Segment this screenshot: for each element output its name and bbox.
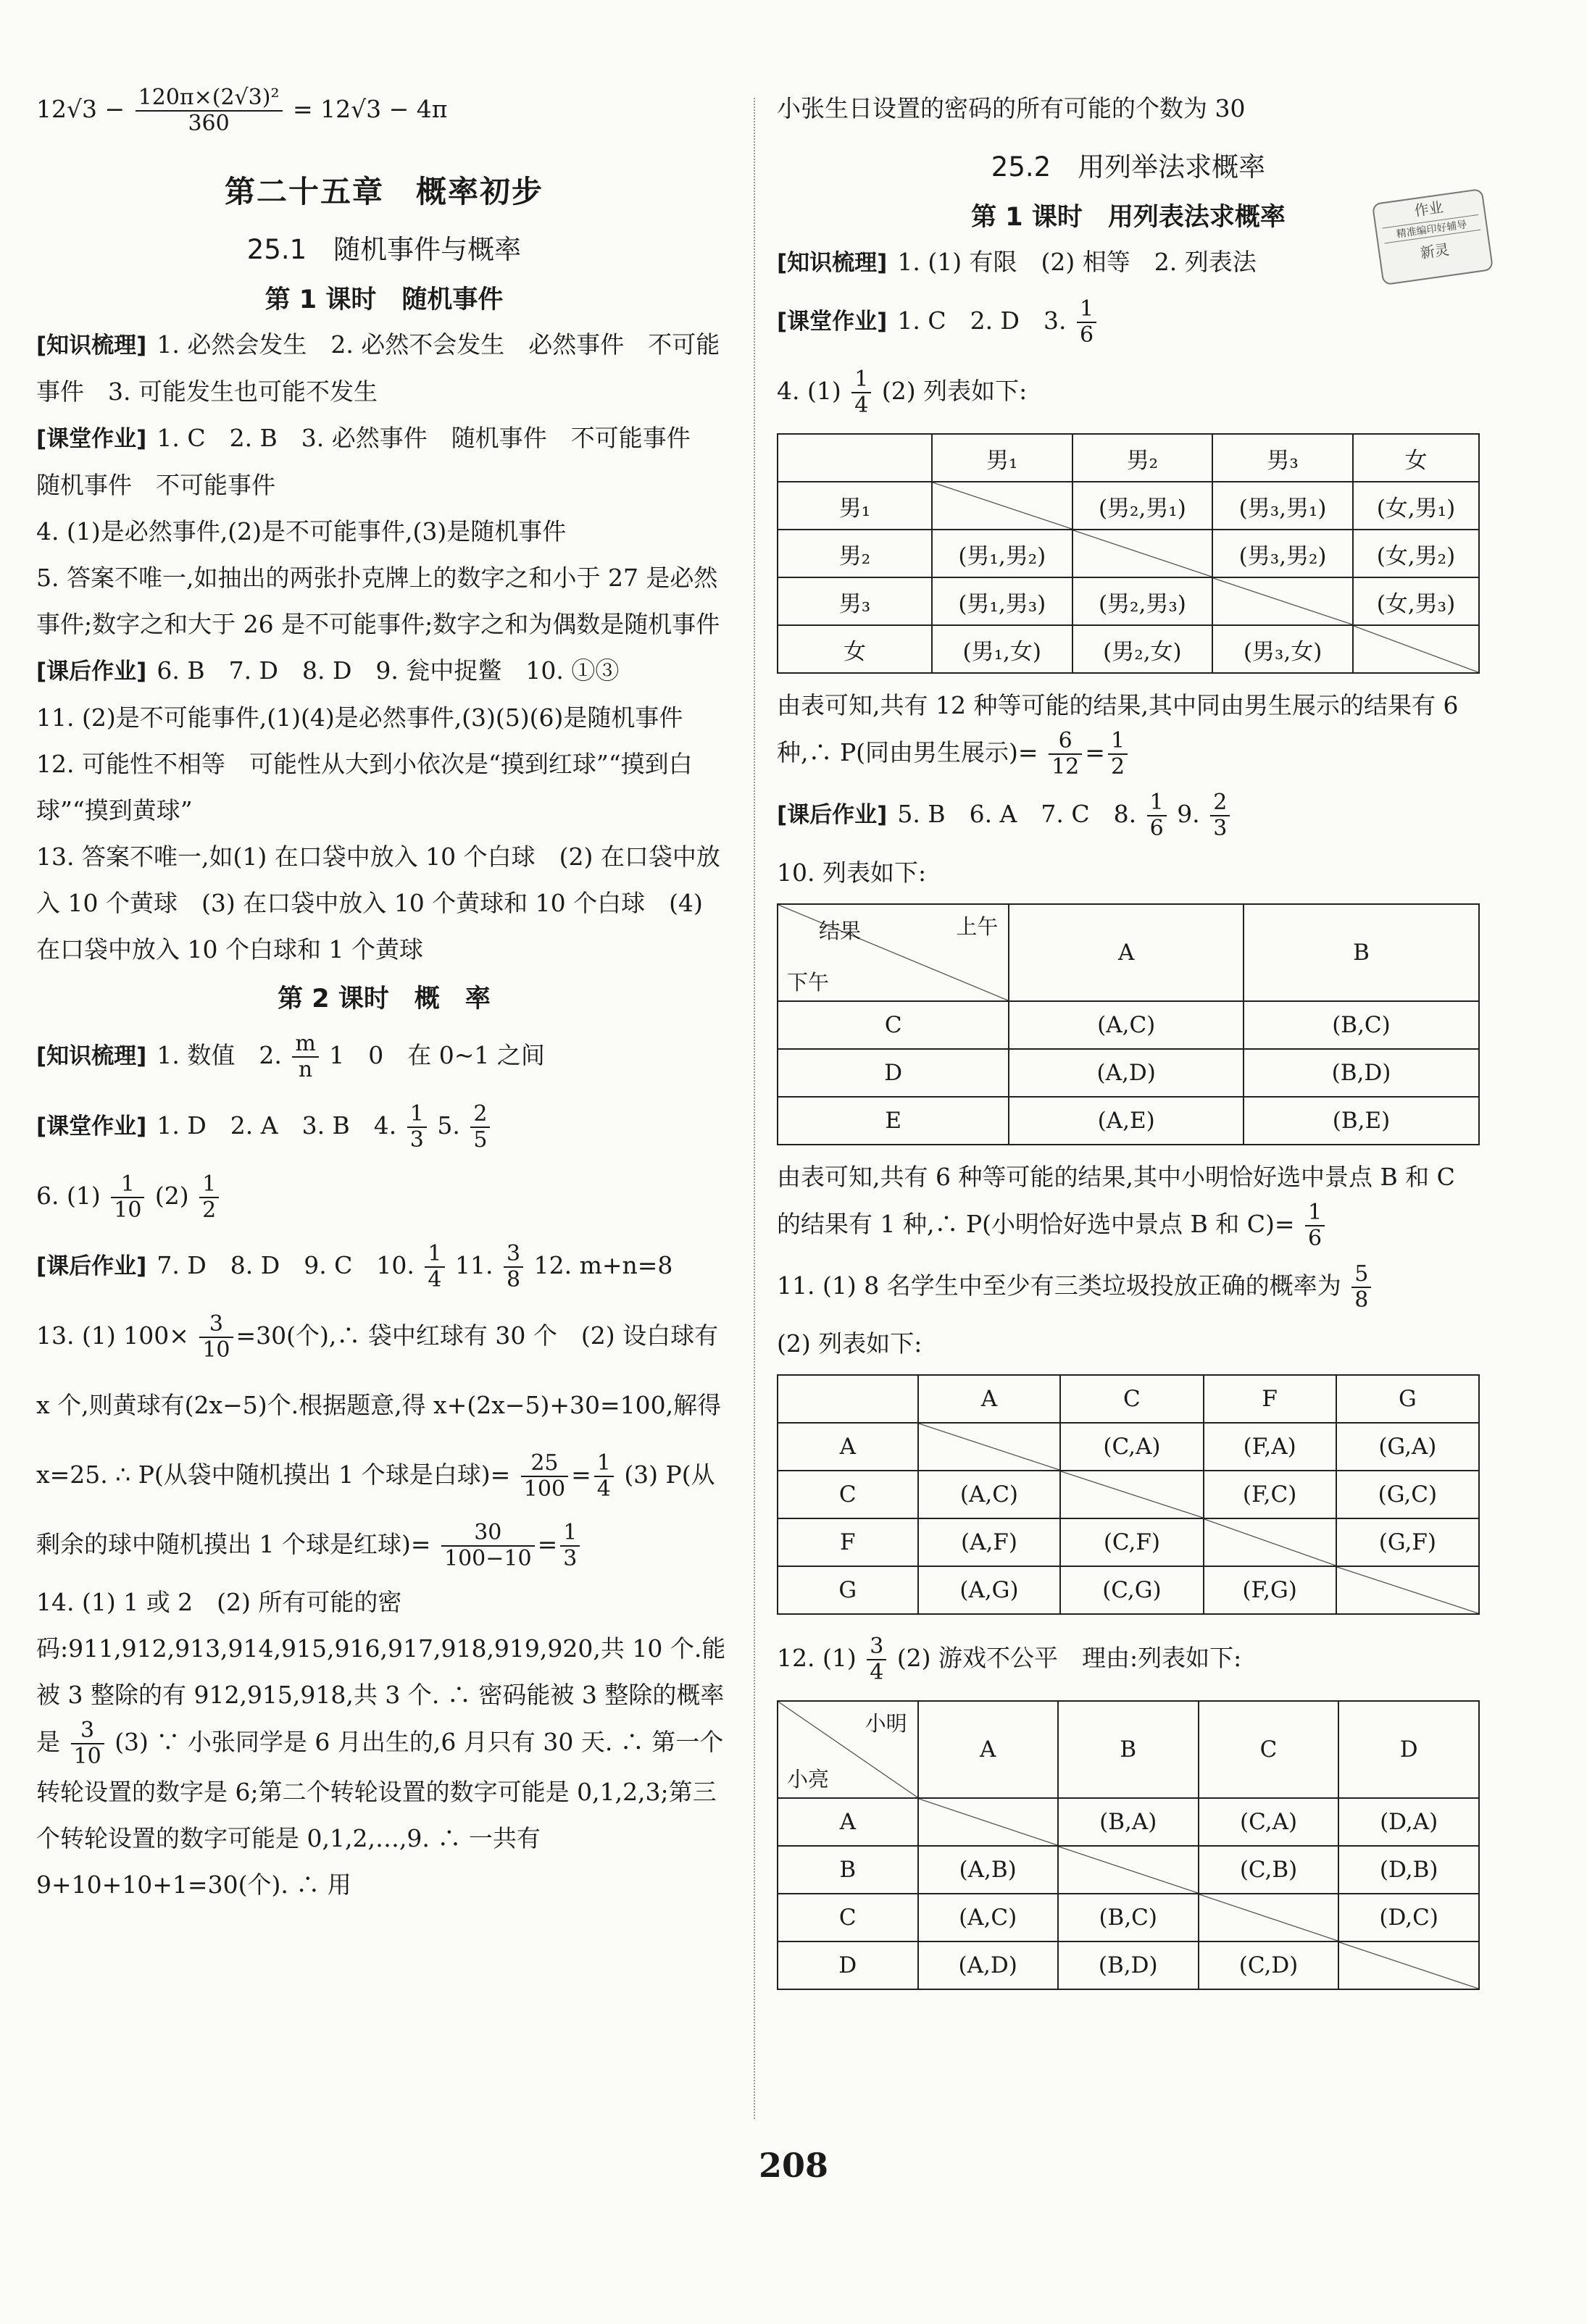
table-row: C (A,C) (B,C) (778, 1001, 1479, 1049)
right-column (777, 85, 1480, 1999)
tag-knowledge: [知识梳理] (36, 333, 147, 359)
knowledge-block: [知识梳理] 1. 必然会发生 2. 必然不会发生 必然事件 不可能事件 3. 可能发生也可能不发生 (36, 330, 720, 406)
classwork-block: [课堂作业] 1. C 2. D 3. $\frac{1}{6}$ (777, 286, 1480, 356)
table-row: 男₂ (男₁,男₂) (男₃,男₂) (女,男₂) (778, 530, 1479, 577)
answer-11: 11. (1) 8 名学生中至少有三类垃圾投放正确的概率为 $\frac{5}{8}$ (777, 1251, 1480, 1321)
fraction: $\frac{3}{10}$ (71, 1718, 104, 1769)
tag-classwork: [课堂作业] (36, 426, 147, 452)
table-row: 女 (男₁,女) (男₂,女) (男₃,女) (778, 625, 1479, 673)
answer-4: 4. (1)是必然事件,(2)是不可能事件,(3)是随机事件 (36, 517, 567, 546)
fraction: $\frac{1}{3}$ (407, 1102, 427, 1153)
table-row: F (A,F) (C,F) (G,F) (778, 1518, 1479, 1566)
answer-13: 13. 答案不唯一,如(1) 在口袋中放入 10 个白球 (2) 在口袋中放入 10 个黄球 (3) 在口袋中放入 10 个黄球和 10 个白球 (4) 在口袋中放入 10 个白球和 1 个黄球 (36, 843, 720, 964)
answer-4: 4. (1) $\frac{1}{4}$ (2) 列表如下: (777, 367, 1028, 418)
knowledge-block: [知识梳理] 1. (1) 有限 (2) 相等 2. 列表法 (777, 248, 1257, 276)
fraction: $\frac{25}{100}$ (521, 1451, 568, 1502)
fraction: $\frac{5}{8}$ (1351, 1262, 1371, 1313)
table-row: C (A,C) (F,C) (G,C) (778, 1471, 1479, 1518)
table-row: C (A,C) (B,C) (D,C) (778, 1894, 1479, 1941)
table-row: D (A,D) (B,D) (C,D) (778, 1941, 1479, 1989)
fraction: $\frac{3}{10}$ (199, 1312, 233, 1363)
fraction: $\frac{30}{100-10}$ (441, 1521, 535, 1571)
section-title: 25.2 用列举法求概率 (991, 151, 1266, 183)
table-row: E (A,E) (B,E) (778, 1097, 1479, 1145)
table-row: G (A,G) (C,G) (F,G) (778, 1566, 1479, 1614)
homework-block: [课后作业] 6. B 7. D 8. D 9. 瓮中捉鳖 10. ①③ (36, 656, 620, 685)
left-column (36, 85, 732, 1908)
knowledge-block: [知识梳理] 1. 数值 2. $\frac{m}{n}$ 1 0 在 0~1 之间 (36, 1031, 545, 1082)
lesson-title: 第 1 课时 随机事件 (264, 285, 504, 314)
answer-11: 11. (2)是不可能事件,(1)(4)是必然事件,(3)(5)(6)是随机事件 (36, 703, 683, 732)
fraction: $\frac{3}{8}$ (504, 1242, 523, 1292)
fraction: $\frac{\text{120π×(2√3)²}}{360}$ (136, 85, 283, 136)
fraction: $\frac{1}{6}$ (1077, 297, 1096, 348)
fraction: $\frac{1}{3}$ (560, 1521, 580, 1571)
table-row: 小明 小亮 A B C D (778, 1701, 1479, 1798)
table-gender (777, 433, 1480, 674)
answer-5: 5. 答案不唯一,如抽出的两张扑克牌上的数字之和小于 27 是必然事件;数字之和大于 26 是不可能事件;数字之和为偶数是随机事件 (36, 564, 720, 638)
fraction: $\frac{3}{4}$ (867, 1634, 886, 1685)
tag-homework: [课后作业] (36, 659, 147, 685)
chapter-title: 第二十五章 概率初步 (224, 174, 543, 209)
answer-6: 6. (1) $\frac{1}{10}$ (2) $\frac{1}{2}$ (36, 1161, 732, 1231)
table-row: 男₁ (男₂,男₁) (男₃,男₁) (女,男₁) (778, 482, 1479, 530)
table-scenic (777, 903, 1480, 1145)
table-row: 上午 结果 下午 A B (778, 904, 1479, 1001)
fraction: $\frac{1}{4}$ (594, 1451, 614, 1502)
answer-14: 14. (1) 1 或 2 (2) 所有可能的密码:911,912,913,914,915,916,917,918,919,920,共 10 个.能被 3 整除的有 912,915,918,共 3 个. ∴ 密码能被 3 整除的概率是 $\frac{3}{10}$ (3) ∵ 小张同学是 6 月出生的,6 月只有 30 天. ∴ 第一个转轮设置的数字是 6;第二个转轮设置的数字可能是 0,1,2,3;第三个转轮设置的数字可能是 0,1,2,…,9. ∴ 一共有 9+10+10+1=30(个). ∴ 用 (36, 1588, 726, 1899)
table-game (777, 1700, 1480, 1990)
answer-11-part2: (2) 列表如下: (777, 1329, 922, 1358)
homework-block: [课后作业] 5. B 6. A 7. C 8. $\frac{1}{6}$ 9. $\frac{2}{3}$ (777, 779, 1480, 850)
lesson-title: 第 2 课时 概 率 (278, 985, 491, 1013)
fraction: $\frac{1}{2}$ (1108, 729, 1128, 779)
fraction: $\frac{1}{4}$ (851, 367, 871, 418)
fraction: $\frac{2}{5}$ (470, 1102, 490, 1153)
table-row: B (A,B) (C,B) (D,B) (778, 1846, 1479, 1894)
answer-10: 10. 列表如下: (777, 858, 927, 887)
table-garbage (777, 1374, 1480, 1615)
fraction: $\frac{1}{6}$ (1147, 790, 1167, 841)
homework-stamp-logo: 作业 精准编印好辅导 新灵 (1372, 188, 1494, 285)
page-number: 208 (758, 2146, 829, 2185)
fraction: $\frac{m}{n}$ (292, 1032, 318, 1082)
table-row: A (B,A) (C,A) (D,A) (778, 1798, 1479, 1846)
explanation: 由表可知,共有 12 种等可能的结果,其中同由男生展示的结果有 6 种,∴ P(同由男生展示)= $\frac{6}{12}$ = $\frac{1}{2}$ (777, 691, 1459, 779)
answer-13-lesson2: 13. (1) 100× $\frac{3}{10}$ =30(个),∴ 袋中红球有 30 个 (2) 设白球有 x 个,则黄球有(2x−5)个.根据题意,得 x+(2x−5)+30=100,解得 x=25. ∴ P(从袋中随机摸出 1 个球是白球)= $\frac{25}{100}$ = $\frac{1}{4}$ (3) P(从剩余的球中随机摸出 1 个球是红球)= $\frac{30}{100-10}$ = $\frac{1}{3}$ (36, 1311, 722, 1571)
homework-block: [课后作业] 7. D 8. D 9. C 10. $\frac{1}{4}$ 11. $\frac{3}{8}$ 12. m+n=8 (36, 1241, 673, 1292)
fraction: $\frac{1}{6}$ (1305, 1200, 1325, 1251)
table-row: D (A,D) (B,D) (778, 1049, 1479, 1097)
fraction: $\frac{2}{3}$ (1210, 790, 1230, 841)
table-row: 男₃ (男₁,男₃) (男₂,男₃) (女,男₃) (778, 577, 1479, 625)
explanation: 由表可知,共有 6 种等可能的结果,其中小明恰好选中景点 B 和 C 的结果有 1 种,∴ P(小明恰好选中景点 B 和 C)= $\frac{1}{6}$ (777, 1163, 1455, 1251)
fraction: $\frac{1}{4}$ (425, 1242, 444, 1292)
column-divider (754, 98, 755, 2119)
answer-12: 12. (1) $\frac{3}{4}$ (2) 游戏不公平 理由:列表如下: (777, 1634, 1242, 1685)
classwork-block: [课堂作业] 1. D 2. A 3. B 4. $\frac{1}{3}$ 5. $\frac{2}{5}$ (36, 1091, 732, 1161)
fraction: $\frac{6}{12}$ (1049, 729, 1082, 779)
lesson-title: 第 1 课时 用列表法求概率 (971, 203, 1286, 232)
answer-12: 12. 可能性不相等 可能性从大到小依次是“摸到红球”“摸到白球”“摸到黄球” (36, 750, 693, 824)
fraction: $\frac{1}{2}$ (199, 1172, 219, 1223)
table-row: A (C,A) (F,A) (G,A) (778, 1423, 1479, 1471)
table-row: 男₁ 男₂ 男₃ 女 (778, 434, 1479, 482)
classwork-block: [课堂作业] 1. C 2. B 3. 必然事件 随机事件 不可能事件 随机事件 不可能事件 (36, 424, 715, 499)
fraction: $\frac{1}{10}$ (111, 1172, 144, 1223)
formula-line: 12√3 − $\frac{\text{120π×(2√3)²}}{360}$ = 12√3 − 4π (36, 85, 448, 136)
table-row: A C F G (778, 1375, 1479, 1423)
section-title: 25.1 随机事件与概率 (246, 234, 522, 265)
continued-text: 小张生日设置的密码的所有可能的个数为 30 (777, 94, 1246, 122)
